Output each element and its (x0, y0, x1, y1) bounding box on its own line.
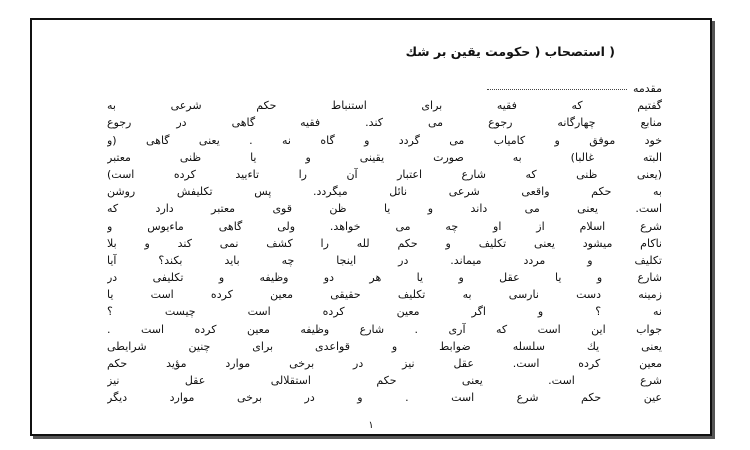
heading-label: مقدمه (632, 82, 662, 95)
page-number: ۱ (368, 420, 374, 431)
text-line: نه ؟ و اگر معین کرده است چیست ؟ (107, 305, 662, 319)
text-line: جواب این است که آری . شارع وظیفه معین کرده است . (107, 322, 662, 336)
text-line: ناکام میشود یعنی تکلیف و حکم لله را کشف نمی کند و بلا (107, 236, 662, 250)
text-line: (یعنی ظنی که شارع اعتبار آن را تاءیید کرده است) (107, 167, 662, 181)
heading-dotted-rule (487, 89, 627, 90)
text-line: زمینه دست نارسی به تکلیف حقیقی معین کرده است یا (107, 288, 662, 302)
text-line: است. یعنی می داند و یا ظن قوی معتبر دارد که (107, 202, 662, 216)
text-line: عین حکم شرع است . و در برخی موارد دیگر (107, 391, 662, 405)
text-line: معین کرده است. عقل نیز در برخی موارد مؤید حکم (107, 357, 662, 370)
text-line: به حکم واقعی شرعی نائل میگردد. پس تکلیفش روشن (107, 185, 662, 199)
text-line: شرع اسلام از او چه می خواهد. ولی گاهی ماءیوس و (107, 219, 662, 233)
text-line: یعنی یك سلسله ضوابط و قواعدی برای چنین شرایطی (107, 339, 662, 353)
text-line: گفتیم که فقیه برای استنباط حکم شرعی به (107, 99, 662, 113)
text-line: تکلیف و مردد میماند. در اینجا چه باید بکند؟ آیا (107, 253, 662, 267)
text-line: شارع و یا عقل و یا هر دو وظیفه و تکلیفی در (107, 271, 662, 285)
document-page (30, 18, 712, 436)
text-line: خود موفق و کامیاب می گردد و گاه نه . یعنی گاهی (و (107, 133, 662, 147)
document-title: ( استصحاب ( حکومت یقین بر شك (405, 44, 615, 59)
text-line: منابع چهارگانه رجوع می کند. فقیه گاهی در رجوع (107, 116, 662, 130)
text-line: شرع است. یعنی حکم استقلالی عقل نیز (107, 374, 662, 388)
text-line: البته غالبا) به صورت یقینی و یا ظنی معتبر (107, 150, 662, 164)
document-body (107, 80, 662, 407)
section-heading (107, 80, 662, 97)
